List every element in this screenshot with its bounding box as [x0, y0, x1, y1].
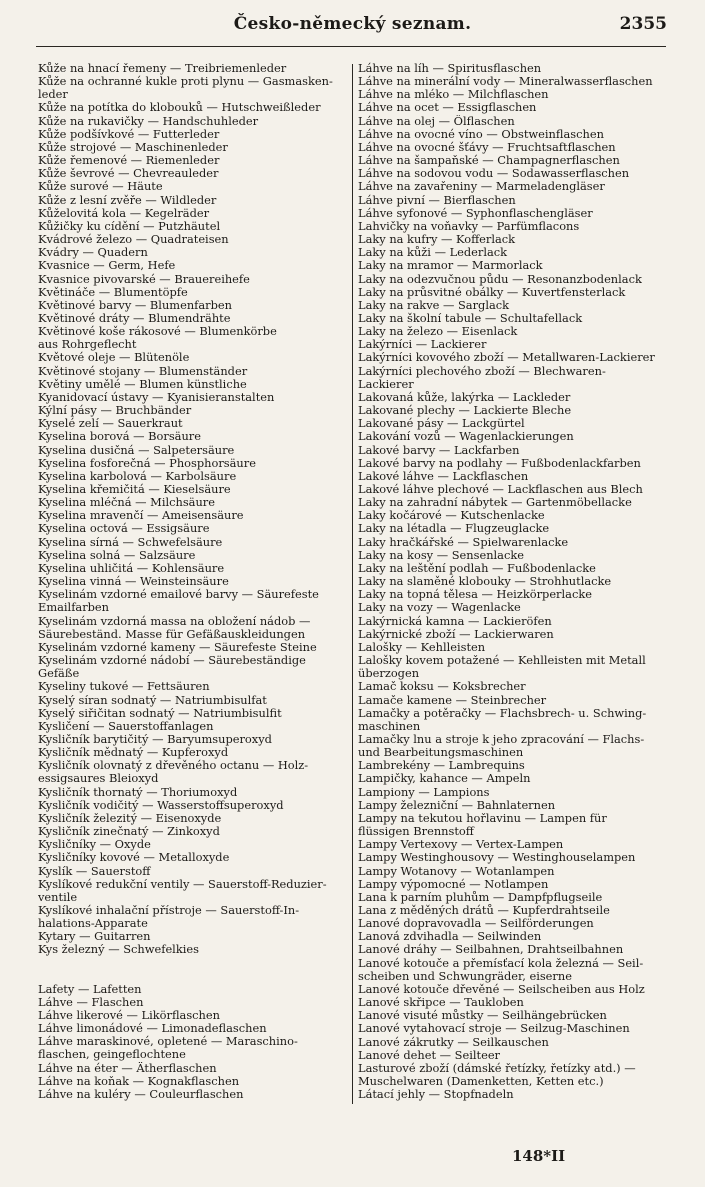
- index-entry: Laky na kosy — Sensenlacke: [358, 548, 524, 562]
- index-entry: Kyselina sírná — Schwefelsäure: [38, 535, 223, 549]
- index-entry: Laky na železo — Eisenlack: [358, 325, 518, 339]
- index-entry: Kys železný — Schwefelkies: [38, 943, 199, 957]
- index-entry: Láhve na olej — Ölflaschen: [358, 114, 515, 128]
- index-entry: Kůže ševrové — Chevreauleder: [38, 167, 219, 181]
- index-entry: Lakovaná kůže, lakýrka — Lackleder: [358, 390, 571, 404]
- index-entry: Laky na topná tělesa — Heizkörperlacke: [358, 588, 592, 602]
- index-entry: Kysličník vodičitý — Wasserstoffsuperoxyd: [38, 798, 284, 812]
- index-entry: Laky na kufry — Kofferlack: [358, 233, 516, 247]
- index-entry: Laky na slaměné klobouky — Strohhutlacke: [358, 575, 612, 589]
- page-title: Česko-německý seznam.: [233, 14, 472, 34]
- index-entry: Lampy Westinghousovy — Westinghouselampen: [358, 851, 636, 865]
- index-entry: Lana k parním pluhům — Dampfpflugseile: [358, 890, 603, 904]
- index-entry: Láhve na sodovou vodu — Sodawasserflaschen: [358, 167, 630, 181]
- index-entry: Láhve na ovocné víno — Obstweinflaschen: [358, 127, 604, 141]
- index-entry: Kyslíkové redukční ventily — Sauerstoff-Reduzier-: [38, 877, 327, 891]
- index-entry: Kyslík — Sauerstoff: [38, 864, 151, 878]
- index-entry: Květové oleje — Blütenöle: [38, 351, 190, 365]
- index-entry: Láhve na kuléry — Couleurflaschen: [38, 1087, 244, 1101]
- index-entry: maschinen: [358, 719, 421, 733]
- index-entry: Kyselinám vzdorná massa na obložení nádob —: [38, 614, 311, 628]
- index-entry: Láhve na koňak — Kognakflaschen: [38, 1074, 240, 1088]
- index-entry: Lamač koksu — Koksbrecher: [358, 680, 526, 694]
- index-entry: Kůže řemenové — Riemenleder: [38, 154, 220, 168]
- index-entry: Lakové barvy — Lackfarben: [358, 443, 520, 457]
- index-entry: Kyanidovací ústavy — Kyanisieranstalten: [38, 390, 275, 404]
- left-column: [38, 62, 350, 1101]
- index-entry: Láhve na líh — Spiritusflaschen: [358, 62, 542, 75]
- index-entry: Kůže na ochranné kukle proti plynu — Gasmasken-: [38, 75, 333, 89]
- index-entry: Láhve na éter — Ätherflaschen: [38, 1061, 217, 1075]
- index-entry: Laky kočárové — Kutschenlacke: [358, 509, 545, 523]
- index-entry: Lanové dehet — Seilteer: [358, 1048, 500, 1062]
- index-entry: Kyselina karbolová — Karbolsäure: [38, 469, 237, 483]
- sheet-signature: 148*II: [512, 1147, 566, 1165]
- index-entry: und Bearbeitungsmaschinen: [358, 746, 524, 760]
- index-entry: Kůže podšívkové — Futterleder: [38, 127, 220, 141]
- index-entry: Láhve pivní — Bierflaschen: [358, 193, 516, 207]
- index-entry: Láhve na mléko — Milchflaschen: [358, 88, 549, 102]
- index-entry: Lampy Vertexovy — Vertex-Lampen: [358, 838, 564, 852]
- index-entry: Laky na odezvučnou půdu — Resonanzbodenlack: [358, 272, 642, 286]
- index-entry: Lambrekény — Lambrequins: [358, 759, 525, 773]
- index-entry: Lakýrnická kamna — Lackieröfen: [358, 614, 552, 628]
- index-entry: Lanové vytahovací stroje — Seilzug-Maschinen: [358, 1022, 630, 1036]
- index-entry: Kysličník thornatý — Thoriumoxyd: [38, 785, 238, 799]
- index-entry: Květinové barvy — Blumenfarben: [38, 298, 232, 312]
- index-entry: Laky na mramor — Marmorlack: [358, 259, 543, 273]
- index-entry: Kysličníky kovové — Metalloxyde: [38, 851, 230, 865]
- index-entry: Lakýrnické zboží — Lackierwaren: [358, 627, 554, 641]
- index-entry: Kysličení — Sauerstoffanlagen: [38, 719, 214, 733]
- index-entry: Lamačky lnu a stroje k jeho zpracování — Flachs-: [358, 732, 645, 746]
- index-entry: Kyselina borová — Borsäure: [38, 430, 201, 444]
- index-entry: essigsaures Bleioxyd: [38, 772, 159, 786]
- index-entry: aus Rohrgeflecht: [38, 338, 137, 352]
- index-entry: Láhve na ovocné šťávy — Fruchtsaftflaschen: [358, 140, 616, 154]
- header-rule: [36, 46, 666, 47]
- index-entry: Kyselinám vzdorné nádobí — Säurebeständige: [38, 654, 306, 668]
- index-entry: Láhve — Flaschen: [38, 995, 144, 1009]
- index-entry: Kysličník mědnatý — Kupferoxyd: [38, 746, 229, 760]
- index-entry: Kůžičky ku cídění — Putzhäutel: [38, 219, 221, 233]
- index-entry: Kytary — Guitarren: [38, 930, 151, 944]
- index-entry: Lampičky, kahance — Ampeln: [358, 772, 531, 786]
- index-entry: Lakové láhve plechové — Lackflaschen aus Blech: [358, 483, 643, 496]
- index-entry: ventile: [38, 890, 78, 904]
- index-entry: Lackierer: [358, 377, 414, 391]
- index-entry: Lanové skřipce — Taukloben: [358, 996, 524, 1010]
- index-entry: Lanové dráhy — Seilbahnen, Drahtseilbahnen: [358, 943, 624, 957]
- index-entry: Květiny umělé — Blumen künstliche: [38, 377, 247, 391]
- index-entry: Květináče — Blumentöpfe: [38, 285, 188, 299]
- index-entry: Lamačky a potěračky — Flachsbrech- u. Schwing-: [358, 706, 647, 720]
- index-entry: Laky na létadla — Flugzeuglacke: [358, 522, 550, 536]
- index-entry: Láhve syfonové — Syphonflaschengläser: [358, 206, 593, 220]
- index-entry: Lanové kotouče dřevěné — Seilscheiben aus Holz: [358, 982, 645, 996]
- index-entry: Säurebeständ. Masse für Gefäßauskleidungen: [38, 627, 306, 641]
- index-entry: Lampy Wotanovy — Wotanlampen: [358, 864, 555, 878]
- index-entry: Kvádry — Quadern: [38, 246, 148, 260]
- index-entry: Lanové dopravovadla — Seilförderungen: [358, 917, 594, 931]
- index-entry: Kysličník železitý — Eisenoxyde: [38, 811, 222, 825]
- index-entry: Kůže surové — Häute: [38, 180, 163, 194]
- index-entry: Laky na vozy — Wagenlacke: [358, 601, 521, 615]
- index-entry: Lakované plechy — Lackierte Bleche: [358, 404, 572, 418]
- index-entry: Kůže na rukavičky — Handschuhleder: [38, 114, 259, 128]
- index-entry: flüssigen Brennstoff: [358, 825, 474, 839]
- index-entry: flaschen, geingeflochtene: [38, 1048, 186, 1062]
- index-entry: Lakýrníci kovového zboží — Metallwaren-Lackierer: [358, 351, 655, 365]
- index-entry: Kyselina mléčná — Milchsäure: [38, 496, 215, 510]
- index-entry: Kyselina křemičitá — Kieselsäure: [38, 483, 231, 496]
- index-entry: Kyselé zelí — Sauerkraut: [38, 417, 183, 431]
- index-entry: Kvasnice pivovarské — Brauereihefe: [38, 272, 250, 286]
- index-entry: Lampy železniční — Bahnlaternen: [358, 798, 556, 812]
- index-entry: Muschelwaren (Damenketten, Ketten etc.): [358, 1075, 604, 1089]
- index-entry: Kůže na potítka do klobouků — Hutschweißleder: [38, 101, 321, 115]
- index-entry: Kyselý síran sodnatý — Natriumbisulfat: [38, 693, 267, 707]
- index-entry: Kůže na hnací řemeny — Treibriemenleder: [38, 62, 287, 75]
- index-entry: Kvádrové železo — Quadrateisen: [38, 233, 229, 247]
- index-entry: Lampiony — Lampions: [358, 785, 490, 799]
- index-entry: halations-Apparate: [38, 917, 148, 931]
- index-entry: Lampy výpomocné — Notlampen: [358, 877, 549, 891]
- index-entry: Gefäße: [38, 667, 80, 681]
- index-entry: Kůželovitá kola — Kegelräder: [38, 206, 210, 220]
- index-entry: Laky na kůži — Lederlack: [358, 246, 508, 260]
- index-entry: Kýlní pásy — Bruchbänder: [38, 404, 192, 418]
- index-entry: Lakýrníci plechového zboží — Blechwaren-: [358, 364, 606, 378]
- index-entry: Kyselinám vzdorné kameny — Säurefeste Steine: [38, 640, 317, 654]
- index-entry: Kyslíkové inhalační přístroje — Sauerstoff-In-: [38, 904, 300, 917]
- index-entry: Kysličník olovnatý z dřevěného octanu — Holz-: [38, 759, 309, 773]
- index-entry: Láhve na šampaňské — Champagnerflaschen: [358, 154, 620, 168]
- index-entry: Lakování vozů — Wagenlackierungen: [358, 430, 574, 444]
- index-entry: Kysličník barytičitý — Baryumsuperoxyd: [38, 732, 272, 746]
- index-entry: Emailfarben: [38, 601, 110, 615]
- index-entry: Kyselina fosforečná — Phosphorsäure: [38, 456, 256, 470]
- index-entry: Lakové láhve — Lackflaschen: [358, 469, 529, 483]
- index-entry: Lafety — Lafetten: [38, 982, 142, 996]
- index-entry: Lakované pásy — Lackgürtel: [358, 417, 525, 431]
- index-entry: Láhve limonádové — Limonadeflaschen: [38, 1022, 267, 1036]
- index-entry: Kvasnice — Germ, Hefe: [38, 259, 176, 273]
- index-entry: Lakýrníci — Lackierer: [358, 338, 487, 352]
- section-gap: [38, 957, 350, 983]
- index-entry: Lanové visuté můstky — Seilhängebrücken: [358, 1009, 607, 1023]
- index-entry: Květinové koše rákosové — Blumenkörbe: [38, 325, 277, 339]
- index-entry: Kyselinám vzdorné emailové barvy — Säurefeste: [38, 588, 319, 602]
- index-entry: Lanová zdvihadla — Seilwinden: [358, 930, 542, 944]
- index-entry: Látací jehly — Stopfnadeln: [358, 1088, 514, 1102]
- index-entry: Kyselina vinná — Weinsteinsäure: [38, 575, 229, 589]
- index-entry: Lasturové zboží (dámské řetízky, řetízky atd.) —: [358, 1061, 636, 1075]
- index-entry: überzogen: [358, 667, 420, 681]
- right-column: [358, 62, 676, 1101]
- index-entry: Lamače kamene — Steinbrecher: [358, 693, 547, 707]
- index-entry: Lakové barvy na podlahy — Fußbodenlackfarben: [358, 456, 641, 470]
- index-entry: Lampy na tekutou hořlavinu — Lampen für: [358, 811, 607, 825]
- index-entry: Laky na průsvitné obálky — Kuvertfensterlack: [358, 285, 626, 299]
- index-entry: Kysličník zinečnatý — Zinkoxyd: [38, 825, 220, 839]
- index-entry: Laky hračkářské — Spielwarenlacke: [358, 535, 569, 549]
- index-entry: Kůže strojové — Maschinenleder: [38, 140, 228, 154]
- index-entry: Láhve na zavařeniny — Marmeladengläser: [358, 180, 605, 194]
- index-entry: Lalošky kovem potažené — Kehlleisten mit Metall: [358, 654, 646, 668]
- index-entry: Láhve na minerální vody — Mineralwasserflaschen: [358, 75, 653, 89]
- index-entry: Laky na školní tabule — Schultafellack: [358, 311, 583, 325]
- index-entry: Láhve maraskinové, opletené — Maraschino-: [38, 1035, 298, 1049]
- index-entry: Kyseliny tukové — Fettsäuren: [38, 680, 210, 694]
- index-entry: scheiben und Schwungräder, eiserne: [358, 969, 572, 983]
- index-entry: Kysličníky — Oxyde: [38, 838, 151, 852]
- index-entry: Kyselina mravenčí — Ameisensäure: [38, 509, 244, 523]
- index-entry: Láhve na ocet — Essigflaschen: [358, 101, 537, 115]
- index-entry: Kyselina uhličitá — Kohlensäure: [38, 561, 225, 575]
- index-entry: Laky na zahradní nábytek — Gartenmöbellacke: [358, 496, 632, 510]
- index-entry: Lanové zákrutky — Seilkauschen: [358, 1035, 549, 1049]
- index-entry: Láhve likerové — Likörflaschen: [38, 1008, 220, 1022]
- index-entry: Květinové dráty — Blumendrähte: [38, 311, 231, 325]
- column-divider: [352, 64, 353, 1104]
- index-entry: Lanové kotouče a přemísťací kola železná — Seil-: [358, 956, 644, 970]
- index-entry: Laky na rakve — Sarglack: [358, 298, 510, 312]
- index-entry: Kyselina octová — Essigsäure: [38, 522, 210, 536]
- index-entry: Lana z měděných drátů — Kupferdrahtseile: [358, 904, 610, 917]
- index-entry: Kyselina solná — Salzsäure: [38, 548, 196, 562]
- page-number: 2355: [619, 14, 667, 34]
- index-entry: Kůže z lesní zvěře — Wildleder: [38, 193, 217, 207]
- index-entry: Lalošky — Kehlleisten: [358, 640, 486, 654]
- index-entry: Kyselý siřičitan sodnatý — Natriumbisulfit: [38, 706, 282, 720]
- index-entry: Kyselina dusičná — Salpetersäure: [38, 443, 235, 457]
- index-entry: leder: [38, 88, 68, 102]
- index-entry: Lahvičky na voňavky — Parfümflacons: [358, 219, 580, 233]
- index-entry: Laky na leštění podlah — Fußbodenlacke: [358, 561, 596, 575]
- index-entry: Květinové stojany — Blumenständer: [38, 364, 248, 378]
